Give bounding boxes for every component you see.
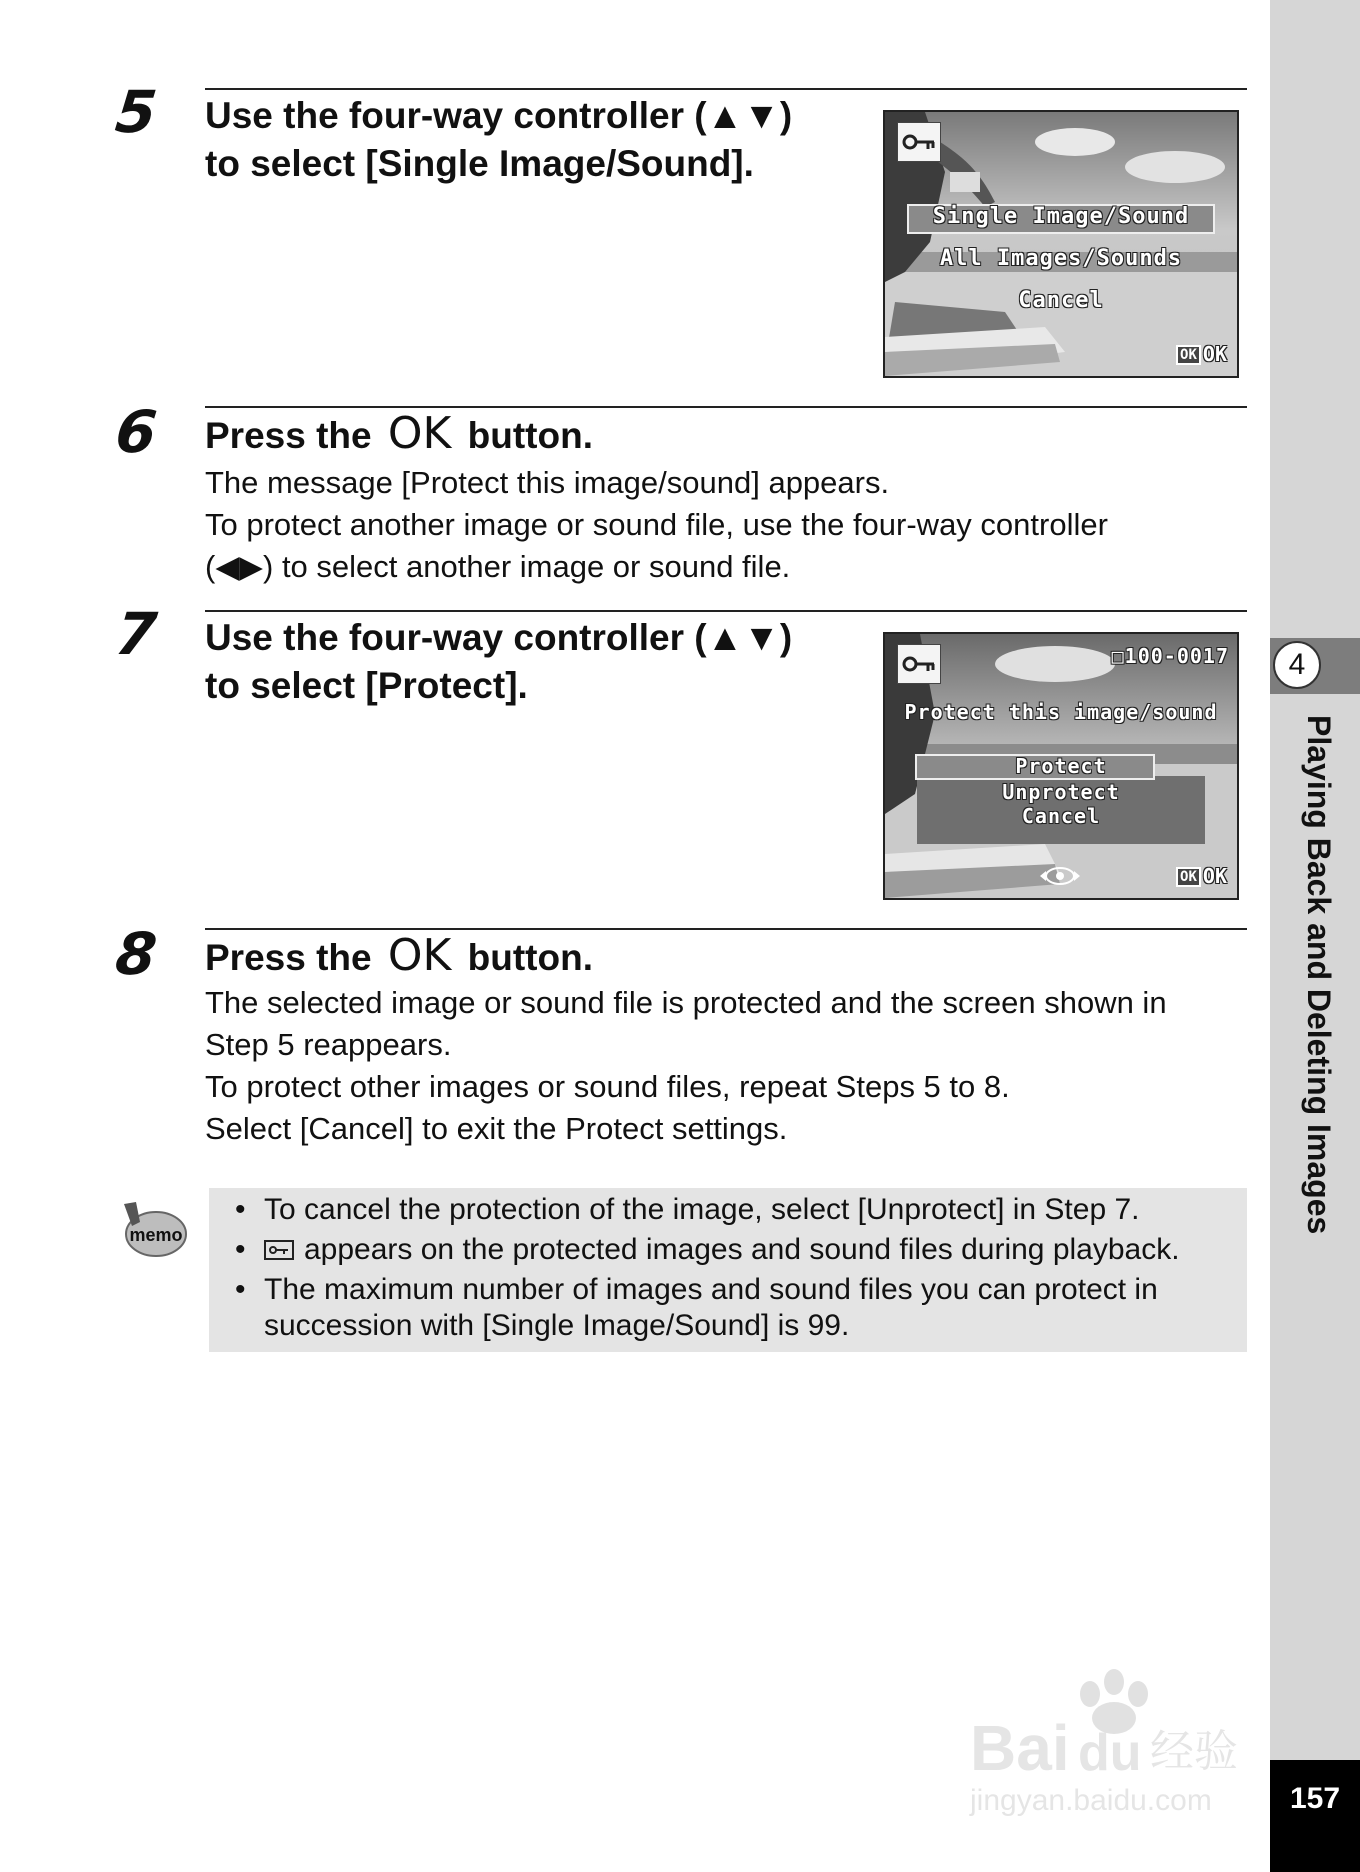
memo-icon	[118, 1198, 188, 1260]
camera-screen-protect	[883, 632, 1239, 900]
watermark-brand2: du	[1078, 1724, 1142, 1782]
step-number: 7	[112, 600, 160, 668]
step-heading-line: to select [Single Image/Sound].	[205, 143, 754, 184]
memo-text: The maximum number of images and sound files you can protect in succession with [Single Image/Sound] is 99.	[264, 1273, 1158, 1342]
protect-key-icon	[264, 1240, 294, 1260]
page-number: 157	[1270, 1760, 1360, 1872]
baidu-watermark	[960, 1660, 1280, 1820]
menu-item-cancel[interactable]: Cancel	[1018, 288, 1104, 313]
step-heading-line: Use the four-way controller (▲▼)	[205, 95, 793, 136]
menu-item-single-image-sound[interactable]: Single Image/Sound	[932, 204, 1190, 229]
watermark-url: jingyan.baidu.com	[970, 1784, 1212, 1817]
menu-item-cancel[interactable]: Cancel	[1021, 804, 1101, 828]
body-line: To protect other images or sound files, repeat Steps 5 to 8.	[205, 1069, 1010, 1104]
protect-key-icon	[897, 644, 941, 684]
ok-label: OK	[1202, 864, 1227, 888]
step-heading	[205, 614, 792, 710]
heading-text: button.	[467, 415, 593, 456]
bullet: •	[235, 1233, 246, 1266]
step-divider	[205, 406, 1247, 408]
step-divider	[205, 928, 1247, 930]
step-number: 8	[112, 920, 160, 988]
heading-text: button.	[467, 937, 593, 978]
memo-box	[209, 1188, 1247, 1352]
step-number: 6	[112, 398, 160, 466]
memo-label: memo	[129, 1225, 183, 1245]
body-line: Select [Cancel] to exit the Protect settings.	[205, 1111, 788, 1146]
body-line: (◀▶) to select another image or sound file.	[205, 549, 791, 584]
file-number	[1112, 644, 1229, 668]
memo-item	[227, 1192, 1247, 1228]
step-heading-line: Use the four-way controller (▲▼)	[205, 617, 793, 658]
body-line: The selected image or sound file is protected and the screen shown in	[205, 985, 1167, 1020]
heading-text: Press the	[205, 937, 372, 978]
bullet: •	[235, 1193, 246, 1226]
four-way-controller-icon	[1035, 862, 1085, 890]
memory-card-icon: □	[1111, 644, 1125, 668]
ok-button-glyph: OK	[387, 408, 452, 459]
ok-button-icon: OK	[1176, 867, 1201, 887]
chapter-number: 4	[1273, 641, 1321, 689]
memo-text: appears on the protected images and sound files during playback.	[304, 1233, 1180, 1266]
ok-button-icon: OK	[1176, 345, 1201, 365]
step-divider	[205, 88, 1247, 90]
step-heading-line: to select [Protect].	[205, 665, 528, 706]
protect-message: Protect this image/sound	[904, 700, 1218, 724]
memo-item	[227, 1272, 1247, 1344]
step-heading	[205, 932, 593, 982]
step-body	[205, 982, 1255, 1150]
step-divider	[205, 610, 1247, 612]
watermark-cn: 经验	[1150, 1726, 1238, 1777]
ok-button-glyph: OK	[387, 930, 452, 981]
step-heading	[205, 92, 792, 188]
protect-key-icon	[897, 122, 941, 162]
menu-item-all-images-sounds[interactable]: All Images/Sounds	[939, 246, 1183, 271]
body-line: To protect another image or sound file, use the four-way controller	[205, 507, 1108, 542]
step-heading	[205, 410, 593, 460]
memo-item	[227, 1232, 1247, 1268]
ok-indicator	[1176, 342, 1227, 366]
body-line: Step 5 reappears.	[205, 1027, 452, 1062]
step-number: 5	[112, 78, 160, 146]
camera-screen-select-mode	[883, 110, 1239, 378]
ok-label: OK	[1202, 342, 1227, 366]
step-body	[205, 462, 1255, 588]
body-line: The message [Protect this image/sound] appears.	[205, 465, 890, 500]
chapter-title: Playing Back and Deleting Images	[1301, 715, 1337, 1235]
menu-item-protect[interactable]: Protect	[1015, 754, 1107, 778]
file-number-text: 100-0017	[1124, 644, 1229, 668]
heading-text: Press the	[205, 415, 372, 456]
menu-item-unprotect[interactable]: Unprotect	[1002, 780, 1120, 804]
memo-text: To cancel the protection of the image, select [Unprotect] in Step 7.	[264, 1193, 1140, 1226]
ok-indicator	[1176, 864, 1227, 888]
watermark-brand: Bai	[970, 1712, 1070, 1784]
bullet: •	[235, 1273, 246, 1306]
memo-list	[227, 1192, 1247, 1348]
